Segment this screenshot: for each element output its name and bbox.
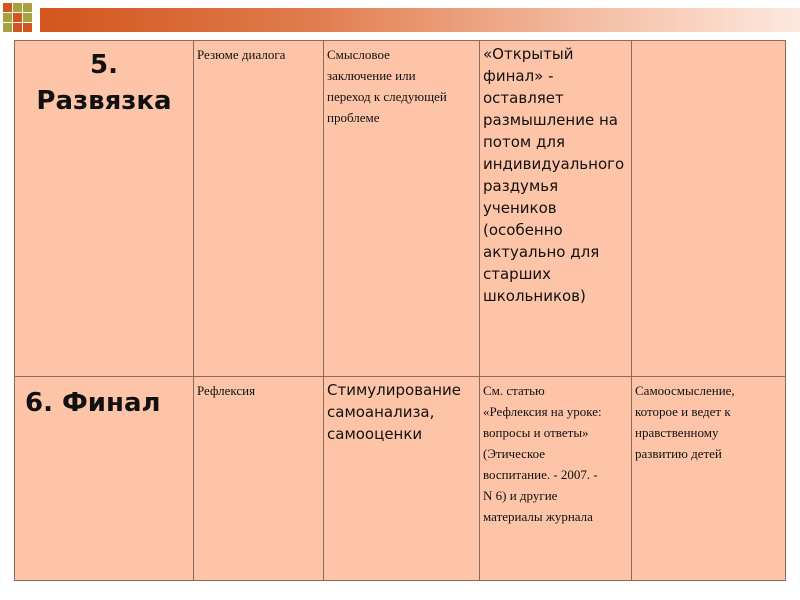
table-cell (194, 41, 324, 377)
table-cell (194, 377, 324, 581)
deco-square (13, 3, 22, 12)
deco-square (23, 23, 32, 32)
table-cell (480, 377, 632, 581)
cell-text: «Открытый финал» - оставляет размышление на потом для индивидуального раздумья учеников (особенно актуально для старших школьников) (483, 45, 625, 305)
deco-square (3, 13, 12, 22)
deco-square (23, 3, 32, 12)
deco-square (23, 13, 32, 22)
stage-cell (15, 41, 194, 377)
table-cell (632, 41, 786, 377)
stage-label: 6. Финал (25, 388, 161, 418)
stage-label: 5. Развязка (36, 50, 172, 116)
cell-text: См. статью «Рефлексия на уроке: вопросы и ответы» (Этическое воспитание. - 2007. - N 6) и другие материалы журнала (483, 383, 602, 524)
table-cell (324, 41, 480, 377)
stage-cell (15, 377, 194, 581)
table-cell (324, 377, 480, 581)
deco-square (13, 23, 22, 32)
header-gradient-bar (40, 8, 800, 32)
table-row (15, 377, 786, 581)
table-cell (480, 41, 632, 377)
table-cell (632, 377, 786, 581)
cell-text: Стимулирование самоанализа, самооценки (327, 381, 462, 443)
deco-square (3, 23, 12, 32)
table-row (15, 41, 786, 377)
cell-text: Рефлексия (197, 383, 256, 398)
corner-decoration (0, 0, 40, 40)
cell-text (632, 41, 785, 44)
lesson-stages-table (14, 40, 786, 581)
deco-square (13, 13, 22, 22)
cell-text: Самоосмысление, которое и ведет к нравственному развитию детей (635, 383, 735, 461)
cell-text: Смысловое заключение или переход к следующей проблеме (327, 47, 447, 125)
cell-text: Резюме диалога (197, 47, 286, 62)
deco-square (3, 3, 12, 12)
